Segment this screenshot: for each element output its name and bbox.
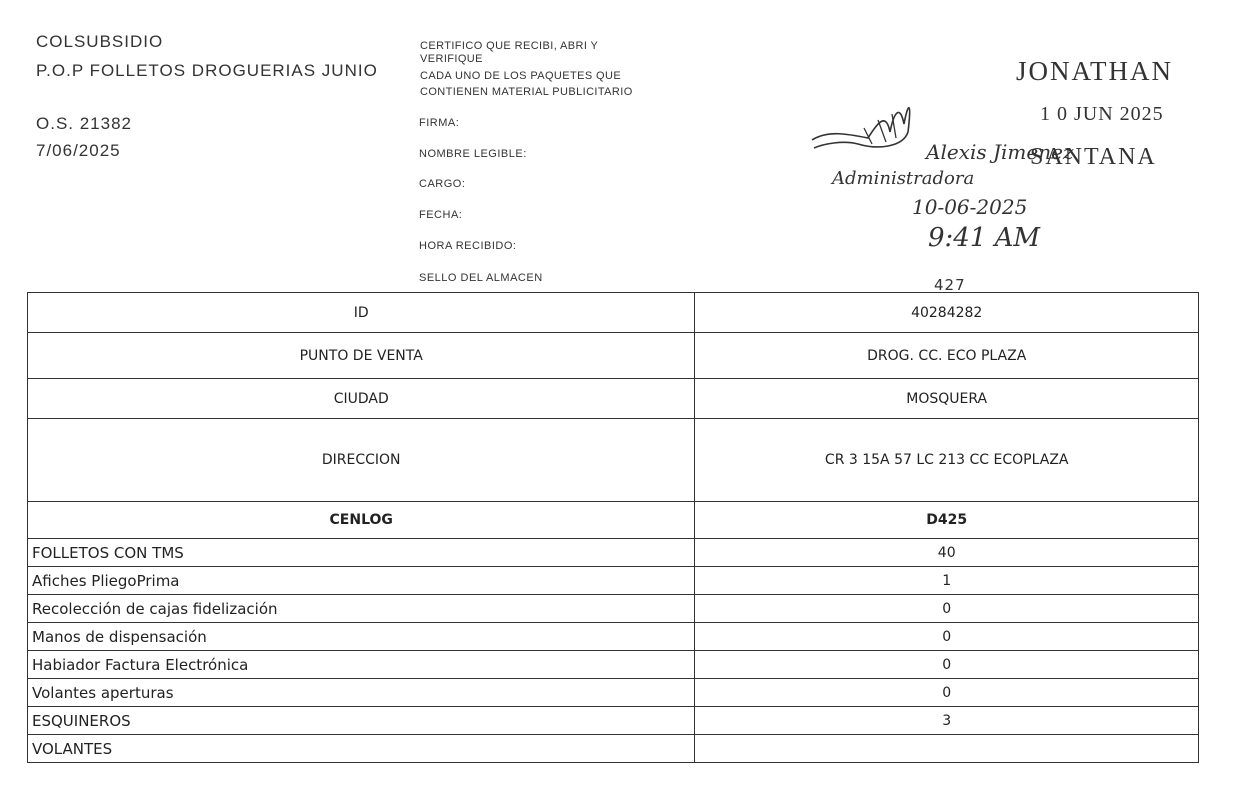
ciudad-value: MOSQUERA <box>695 379 1199 419</box>
stamp-name-bottom: SANTANA <box>1030 144 1157 170</box>
item-label: VOLANTES <box>28 735 695 763</box>
punto-de-venta-label: PUNTO DE VENTA <box>28 333 695 379</box>
document-date: 7/06/2025 <box>36 141 121 160</box>
campaign-title: P.O.P FOLLETOS DROGUERIAS JUNIO <box>36 61 378 80</box>
hora-recibido-label: HORA RECIBIDO: <box>419 240 517 252</box>
handwritten-date: 10-06-2025 <box>912 195 1028 219</box>
delivery-table <box>27 292 1199 763</box>
table-row <box>28 567 1199 595</box>
item-quantity: 0 <box>695 651 1199 679</box>
table-row-direccion <box>28 419 1199 502</box>
punto-de-venta-value: DROG. CC. ECO PLAZA <box>695 333 1199 379</box>
table-row <box>28 623 1199 651</box>
item-quantity: 1 <box>695 567 1199 595</box>
id-value: 40284282 <box>695 293 1199 333</box>
table-row-ciudad <box>28 379 1199 419</box>
item-quantity <box>695 735 1199 763</box>
cargo-label: CARGO: <box>419 178 466 190</box>
direccion-value: CR 3 15A 57 LC 213 CC ECOPLAZA <box>695 419 1199 502</box>
table-row <box>28 539 1199 567</box>
handwritten-role: Administradora <box>832 168 975 189</box>
table-row-id <box>28 293 1199 333</box>
cenlog-label: CENLOG <box>28 502 695 539</box>
stamp-name-top: JONATHAN <box>1016 56 1173 86</box>
certification-line-4: CONTIENEN MATERIAL PUBLICITARIO <box>420 86 633 98</box>
certification-line-3: CADA UNO DE LOS PAQUETES QUE <box>420 70 622 82</box>
company-name: COLSUBSIDIO <box>36 32 164 51</box>
id-label: ID <box>28 293 695 333</box>
item-label: Recolección de cajas fidelización <box>28 595 695 623</box>
signature-image <box>808 92 928 162</box>
handwritten-time: 9:41 AM <box>928 223 1041 253</box>
fecha-label: FECHA: <box>419 209 463 221</box>
item-label: Afiches PliegoPrima <box>28 567 695 595</box>
ciudad-label: CIUDAD <box>28 379 695 419</box>
item-quantity: 0 <box>695 595 1199 623</box>
table-row <box>28 735 1199 763</box>
stamp-date: 1 0 JUN 2025 <box>1040 103 1164 125</box>
table-row <box>28 707 1199 735</box>
item-label: Habiador Factura Electrónica <box>28 651 695 679</box>
nombre-legible-label: NOMBRE LEGIBLE: <box>419 148 527 160</box>
table-row-cenlog <box>28 502 1199 539</box>
item-label: Manos de dispensación <box>28 623 695 651</box>
certification-line-2: VERIFIQUE <box>420 53 483 65</box>
handwritten-name: Alexis Jimenez <box>926 140 1074 164</box>
order-number: O.S. 21382 <box>36 114 133 133</box>
firma-label: FIRMA: <box>419 117 460 129</box>
table-row-punto-de-venta <box>28 333 1199 379</box>
sello-almacen-label: SELLO DEL ALMACEN <box>419 272 543 284</box>
table-row <box>28 595 1199 623</box>
item-label: ESQUINEROS <box>28 707 695 735</box>
cenlog-value: D425 <box>695 502 1199 539</box>
table-row <box>28 651 1199 679</box>
item-label: FOLLETOS CON TMS <box>28 539 695 567</box>
item-quantity: 0 <box>695 679 1199 707</box>
item-quantity: 40 <box>695 539 1199 567</box>
direccion-label: DIRECCION <box>28 419 695 502</box>
stamp-number: 427 <box>934 276 966 294</box>
table-row <box>28 679 1199 707</box>
item-quantity: 3 <box>695 707 1199 735</box>
certification-line-1: CERTIFICO QUE RECIBI, ABRI Y <box>420 40 599 52</box>
item-quantity: 0 <box>695 623 1199 651</box>
item-label: Volantes aperturas <box>28 679 695 707</box>
